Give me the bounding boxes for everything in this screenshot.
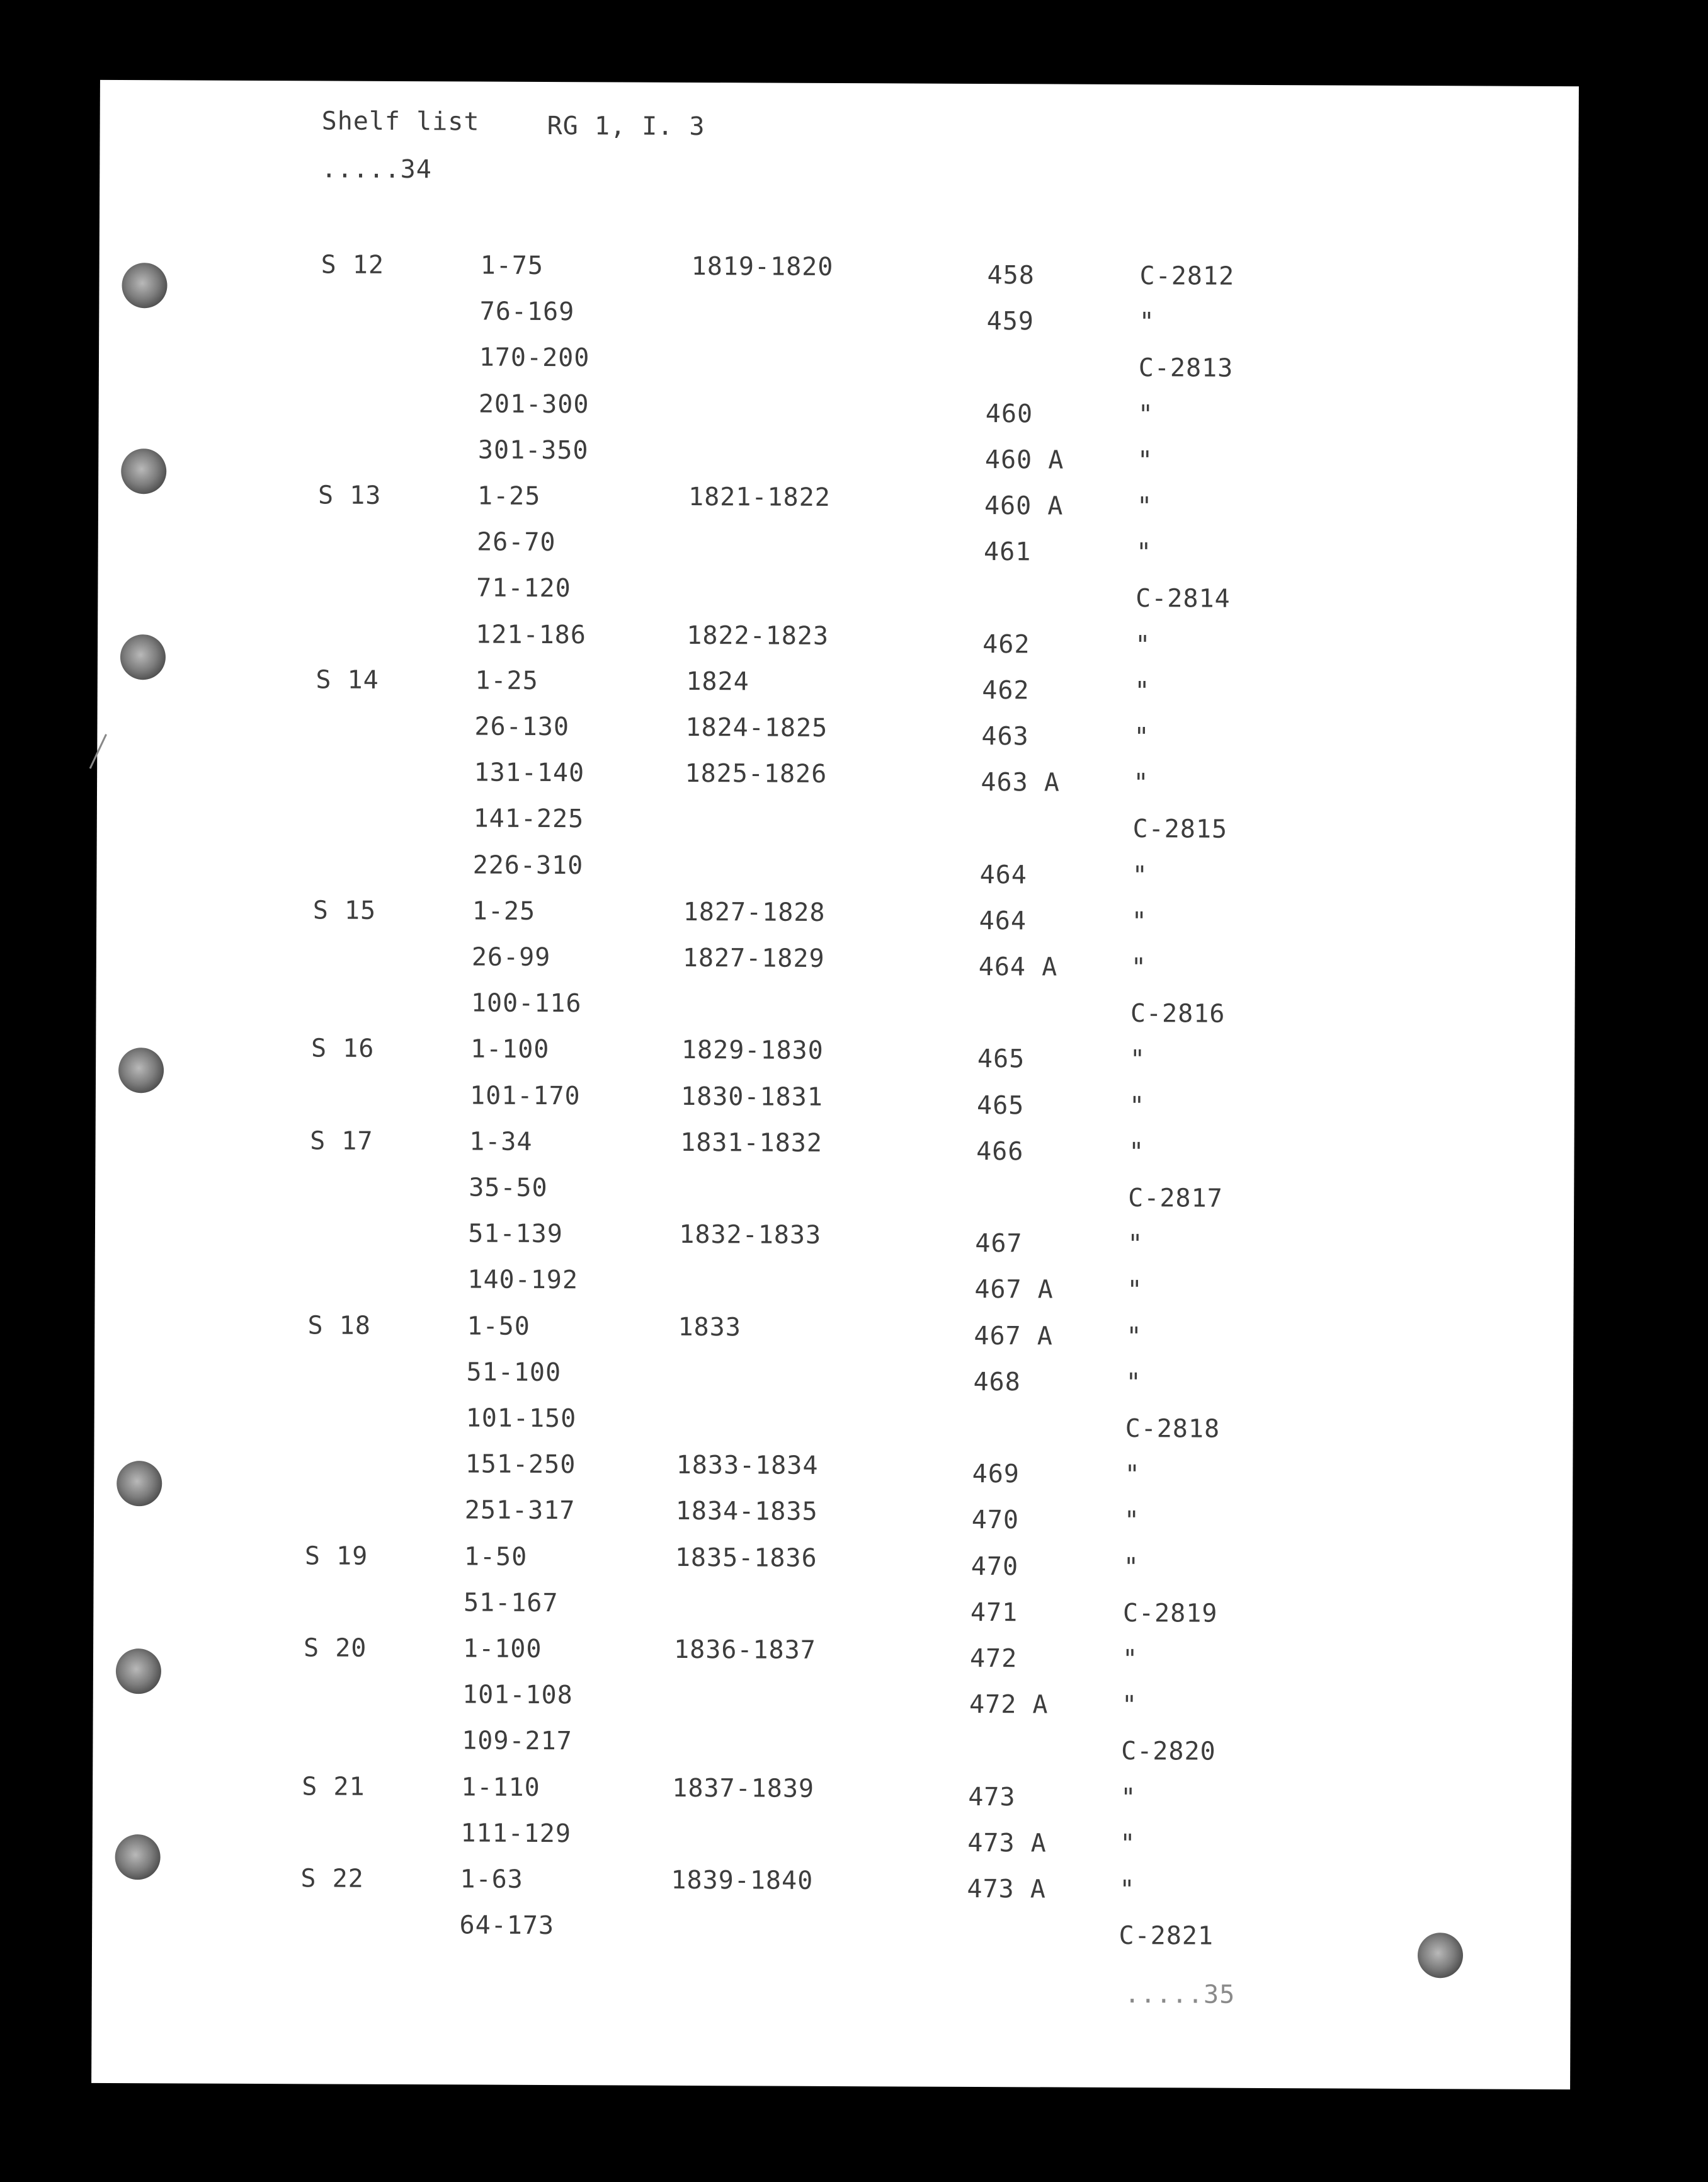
code-cell: " [1136, 538, 1153, 568]
years-cell: 1829-1830 [681, 1036, 824, 1066]
code-cell: " [1134, 676, 1151, 705]
code-cell: C-2815 [1132, 814, 1228, 845]
box-cell: 470 [971, 1551, 1019, 1581]
box-cell: 460 [985, 399, 1033, 428]
code-cell: " [1136, 492, 1153, 522]
range-cell: 26-99 [471, 942, 551, 973]
series-cell: S 18 [307, 1310, 371, 1340]
series-cell: S 14 [316, 665, 379, 695]
code-cell: C-2819 [1122, 1598, 1218, 1628]
series-cell: S 16 [310, 1034, 375, 1064]
range-cell: 35-50 [469, 1173, 548, 1203]
code-cell: " [1126, 1322, 1142, 1351]
punch-hole-4 [118, 1048, 164, 1093]
punch-hole-3 [120, 634, 166, 680]
header-title: Shelf list [321, 106, 480, 137]
series-cell: S 22 [300, 1864, 364, 1894]
code-cell: " [1127, 1230, 1144, 1259]
years-cell: 1836-1837 [673, 1635, 816, 1665]
range-cell: 1-25 [477, 481, 541, 511]
box-cell: 462 [982, 675, 1030, 705]
years-cell: 1822-1823 [686, 620, 829, 651]
years-cell: 1827-1828 [683, 897, 826, 927]
punch-hole-8 [1418, 1933, 1463, 1978]
range-cell: 26-70 [477, 527, 556, 557]
code-cell: C-2813 [1138, 353, 1234, 384]
box-cell: 463 [981, 722, 1029, 751]
punch-hole-5 [117, 1461, 162, 1506]
code-cell: C-2817 [1128, 1184, 1223, 1213]
range-cell: 51-139 [468, 1219, 563, 1249]
box-cell: 468 [973, 1367, 1021, 1397]
range-cell: 51-100 [466, 1357, 562, 1387]
years-cell: 1837-1839 [672, 1773, 815, 1803]
box-cell: 465 [976, 1090, 1025, 1120]
code-cell: " [1137, 445, 1154, 475]
years-cell: 1825-1826 [685, 759, 828, 789]
code-cell: " [1124, 1460, 1141, 1490]
range-cell: 1-50 [467, 1311, 530, 1341]
range-cell: 131-140 [474, 758, 585, 788]
box-cell: 471 [970, 1597, 1018, 1628]
years-cell: 1833-1834 [676, 1451, 819, 1481]
stray-mark [89, 734, 107, 769]
code-cell: " [1129, 1045, 1146, 1075]
code-cell: C-2812 [1139, 261, 1235, 291]
code-cell: " [1123, 1552, 1140, 1582]
range-cell: 226-310 [472, 850, 584, 880]
punch-hole-6 [116, 1648, 161, 1694]
code-cell: " [1133, 768, 1149, 798]
range-cell: 201-300 [478, 389, 589, 419]
series-cell: S 17 [310, 1126, 373, 1156]
header-reference: RG 1, I. 3 [547, 111, 705, 142]
series-cell: S 12 [321, 250, 385, 280]
code-cell: " [1125, 1368, 1142, 1397]
years-cell: 1833 [678, 1312, 741, 1342]
box-cell: 467 A [974, 1321, 1053, 1351]
box-cell: 460 A [984, 491, 1064, 521]
code-cell: C-2820 [1121, 1737, 1216, 1767]
box-cell: 463 A [981, 768, 1061, 797]
range-cell: 1-75 [480, 251, 544, 280]
years-cell: 1827-1829 [682, 943, 825, 973]
years-cell: 1824-1825 [685, 712, 828, 743]
range-cell: 1-25 [472, 896, 536, 926]
box-cell: 473 A [967, 1874, 1046, 1904]
box-cell: 464 A [978, 952, 1058, 982]
box-cell: 465 [977, 1044, 1025, 1074]
range-cell: 1-25 [475, 666, 538, 695]
code-cell: " [1127, 1276, 1143, 1305]
punch-hole-7 [115, 1834, 160, 1880]
code-cell: C-2814 [1136, 584, 1231, 614]
series-cell: S 21 [302, 1771, 365, 1802]
code-cell: " [1122, 1644, 1139, 1674]
years-cell: 1839-1840 [671, 1865, 814, 1895]
range-cell: 121-186 [475, 620, 586, 649]
series-cell: S 20 [303, 1633, 367, 1663]
series-cell: S 13 [317, 481, 382, 510]
box-cell: 466 [976, 1136, 1024, 1167]
code-cell: " [1135, 630, 1151, 660]
code-cell: C-2818 [1125, 1414, 1221, 1444]
box-cell: 470 [971, 1505, 1020, 1535]
box-cell: 472 A [969, 1690, 1049, 1720]
code-cell: " [1129, 1091, 1146, 1121]
box-cell: 467 [975, 1229, 1023, 1259]
box-cell: 462 [982, 629, 1030, 659]
box-cell: 459 [986, 307, 1035, 336]
years-cell: 1834-1835 [675, 1497, 818, 1527]
code-cell: " [1132, 860, 1148, 890]
range-cell: 170-200 [479, 343, 590, 373]
box-cell: 460 A [984, 445, 1064, 475]
box-cell: 473 [968, 1782, 1016, 1812]
range-cell: 26-130 [474, 712, 570, 742]
range-cell: 101-108 [462, 1680, 573, 1710]
range-cell: 140-192 [467, 1265, 579, 1295]
range-cell: 141-225 [473, 804, 584, 834]
code-cell: " [1120, 1783, 1137, 1812]
range-cell: 109-217 [462, 1726, 572, 1756]
range-cell: 1-63 [460, 1865, 523, 1894]
box-cell: 472 [969, 1643, 1018, 1674]
box-cell: 467 A [974, 1275, 1054, 1305]
years-cell: 1824 [686, 666, 749, 697]
years-cell: 1835-1836 [675, 1543, 817, 1573]
range-cell: 51-167 [463, 1588, 559, 1618]
range-cell: 1-34 [469, 1127, 533, 1157]
range-cell: 1-100 [462, 1634, 542, 1664]
years-cell: 1819-1820 [691, 251, 834, 282]
range-cell: 1-100 [470, 1034, 550, 1065]
code-cell: " [1119, 1875, 1136, 1905]
code-cell: C-2816 [1130, 999, 1226, 1029]
range-cell: 251-317 [464, 1495, 576, 1526]
range-cell: 64-173 [459, 1911, 555, 1941]
range-cell: 301-350 [477, 435, 589, 466]
years-cell: 1821-1822 [688, 482, 831, 512]
punch-hole-1 [122, 263, 167, 308]
code-cell: " [1137, 399, 1154, 429]
box-cell: 473 A [967, 1828, 1047, 1858]
years-cell: 1832-1833 [679, 1220, 822, 1250]
range-cell: 101-150 [465, 1403, 577, 1434]
range-cell: 100-116 [470, 988, 582, 1019]
range-cell: 151-250 [465, 1449, 576, 1480]
punch-hole-2 [121, 448, 166, 494]
series-cell: S 15 [312, 896, 377, 925]
code-cell: C-2821 [1119, 1921, 1214, 1951]
range-cell: 111-129 [460, 1819, 572, 1848]
box-cell: 458 [987, 261, 1035, 290]
code-cell: " [1130, 953, 1147, 983]
series-cell: S 19 [304, 1541, 368, 1571]
document-page [91, 80, 1579, 2089]
footer-page-marker: .....35 [1124, 1980, 1236, 2009]
range-cell: 101-170 [470, 1081, 581, 1111]
code-cell: " [1129, 1137, 1145, 1167]
code-cell: " [1139, 307, 1155, 337]
code-cell: " [1120, 1829, 1136, 1858]
years-cell: 1830-1831 [681, 1082, 823, 1112]
range-cell: 71-120 [476, 573, 571, 603]
box-cell: 464 [979, 860, 1027, 889]
range-cell: 1-110 [461, 1773, 540, 1802]
code-cell: " [1134, 723, 1150, 752]
box-cell: 469 [972, 1459, 1020, 1489]
header-page-marker: .....34 [321, 154, 433, 185]
code-cell: " [1121, 1691, 1138, 1720]
range-cell: 1-50 [464, 1542, 528, 1572]
range-cell: 76-169 [479, 297, 575, 327]
box-cell: 464 [979, 906, 1027, 936]
code-cell: " [1124, 1506, 1140, 1536]
box-cell: 461 [983, 537, 1032, 567]
code-cell: " [1131, 906, 1147, 936]
years-cell: 1831-1832 [680, 1128, 823, 1158]
